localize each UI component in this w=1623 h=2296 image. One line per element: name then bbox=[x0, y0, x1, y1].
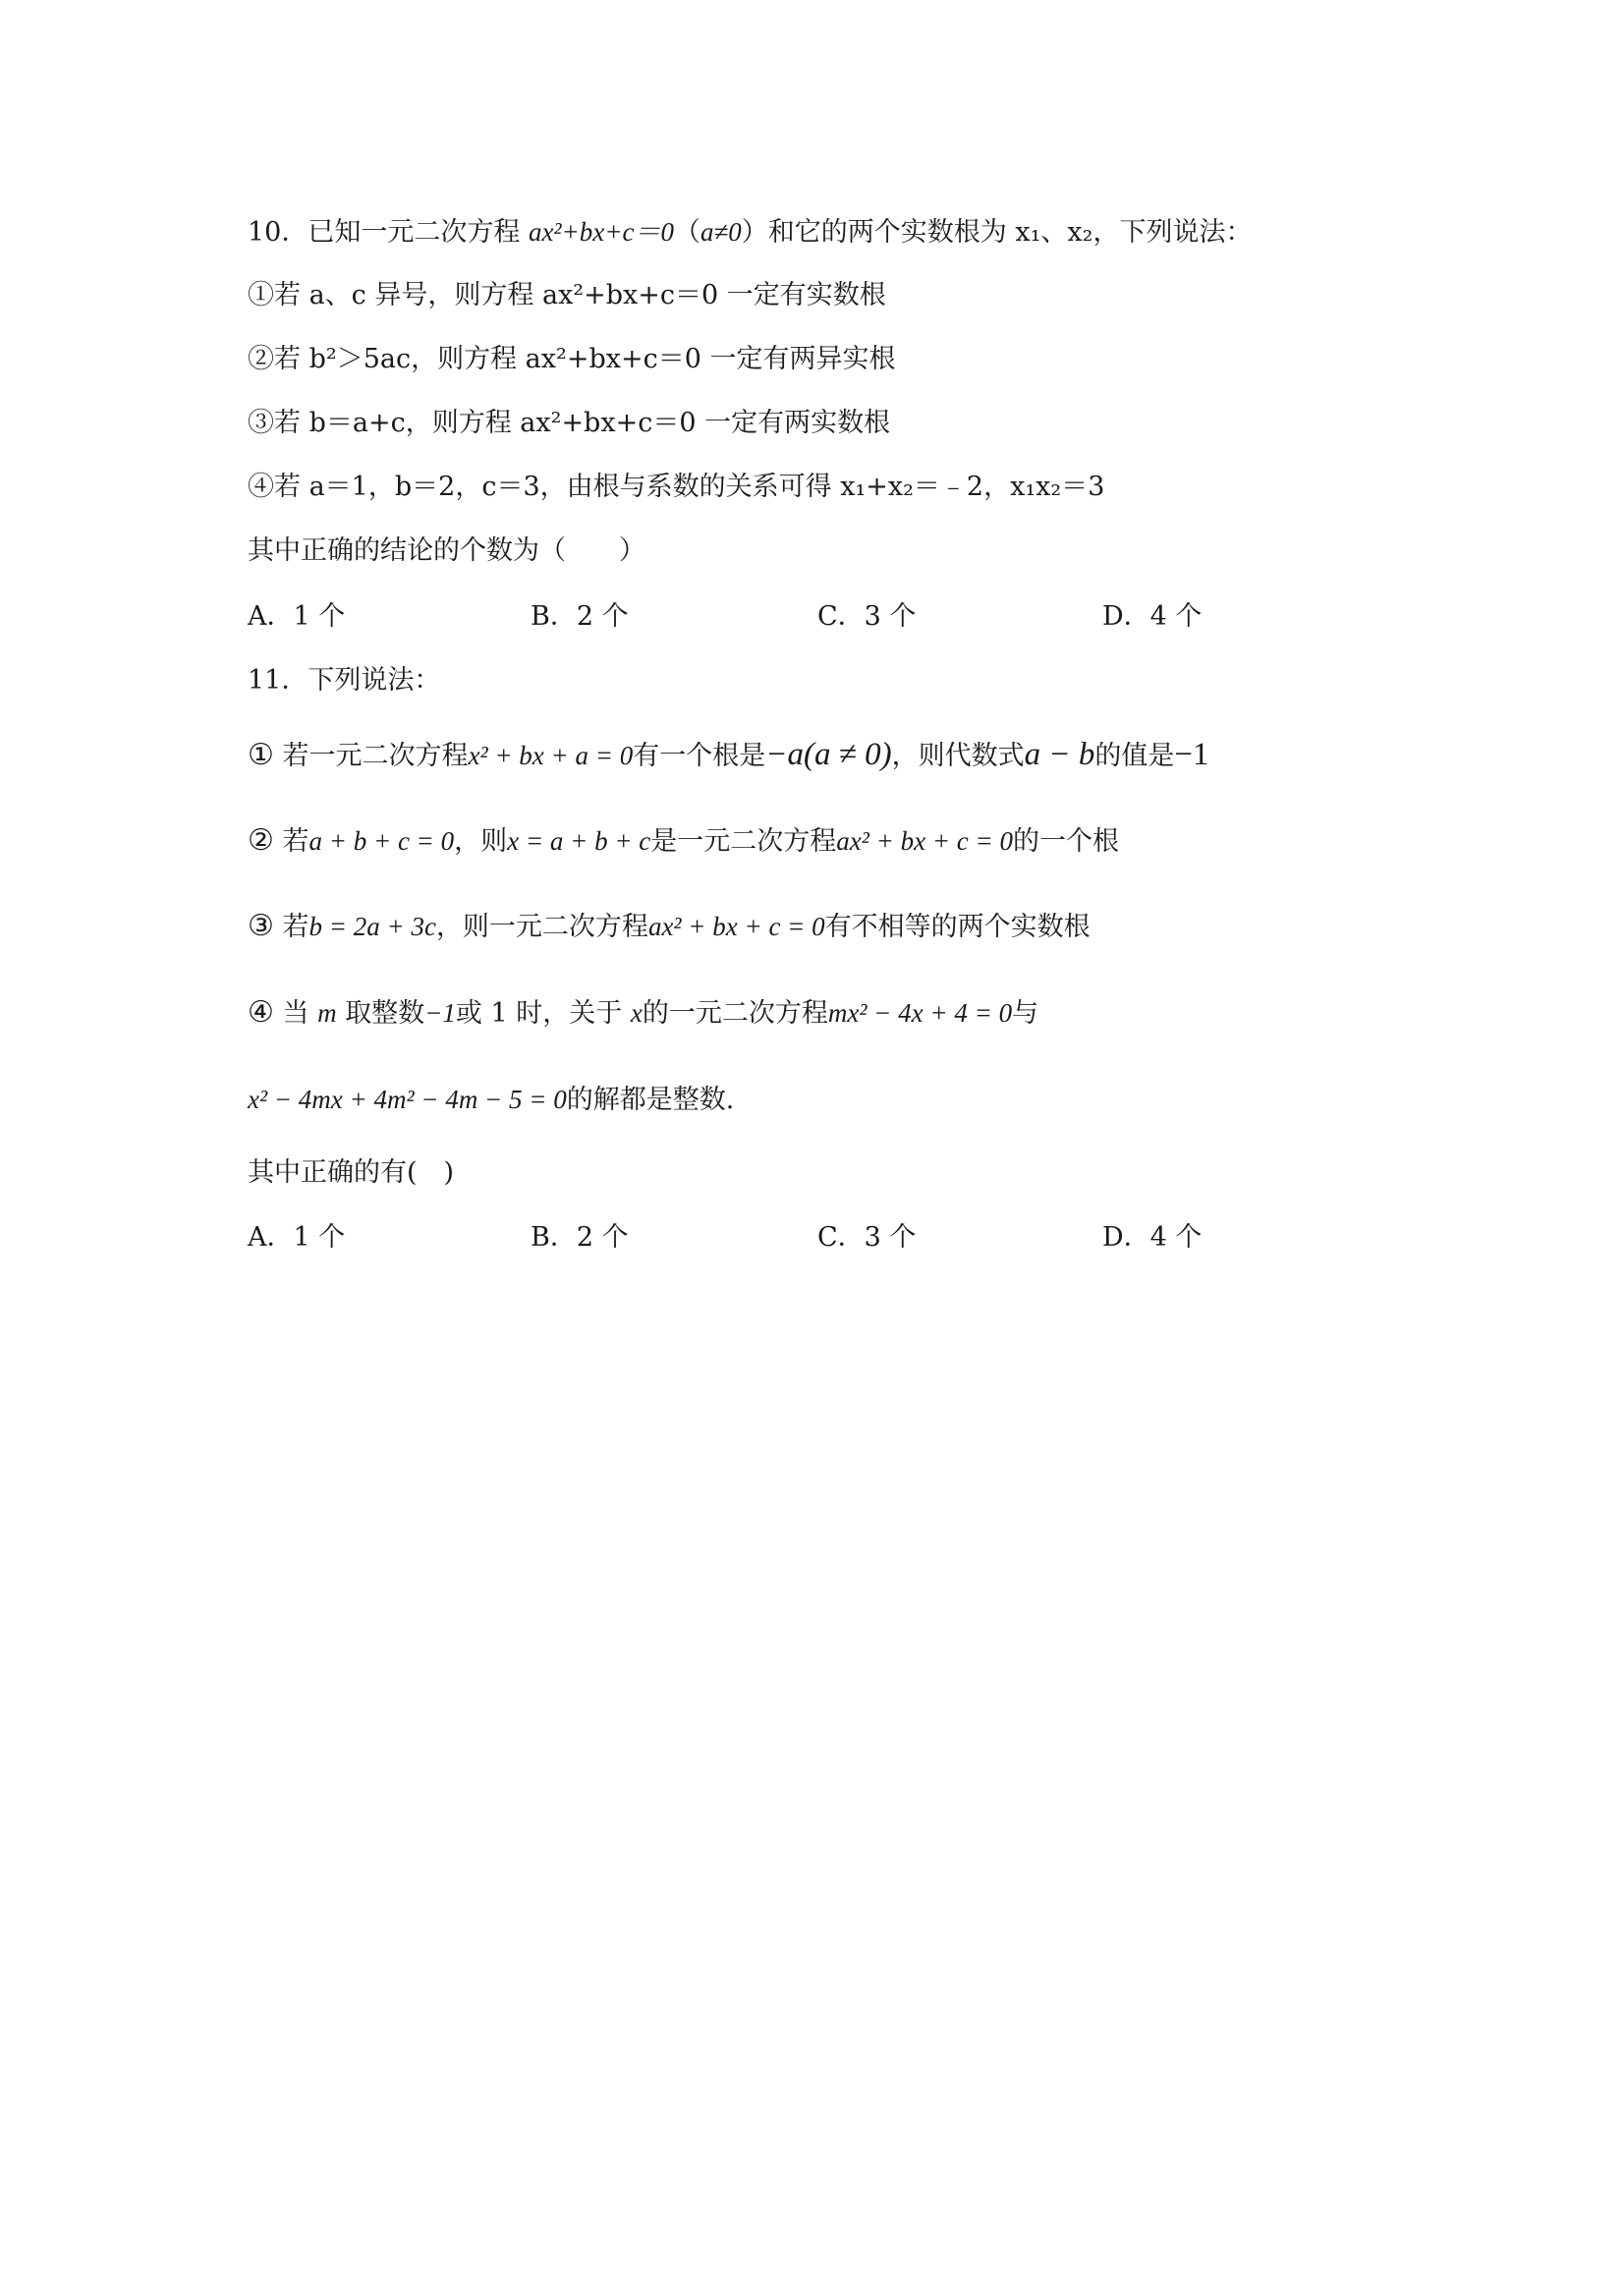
q11-s2-text-1: 若 bbox=[282, 826, 309, 857]
q11-s4-eq-1: m bbox=[317, 998, 337, 1028]
q11-s2-text-3: 是一元二次方程 bbox=[650, 826, 837, 857]
q11-statement-3-number: ③ bbox=[248, 909, 274, 943]
q10-statement-3-number: ③ bbox=[248, 408, 274, 438]
q11-s2-text-2: ，则 bbox=[454, 826, 508, 857]
q11-s4b-text-1: 的解都是整数. bbox=[566, 1085, 735, 1115]
q10-statement-2 bbox=[248, 342, 895, 377]
q11-s2-eq-3: ax² + bx + c = 0 bbox=[836, 826, 1014, 856]
q10-stem-equation: ax²+bx+c＝0 bbox=[528, 217, 674, 247]
q11-s3-eq-2: ax² + bx + c = 0 bbox=[647, 912, 825, 941]
q11-option-c: C．3 个 bbox=[817, 1222, 917, 1253]
q10-statement-2-number: ② bbox=[248, 344, 274, 374]
q11-s1-text-4: 的值是 bbox=[1094, 741, 1175, 771]
q10-statement-3-text: 若 b＝a+c，则方程 ax²+bx+c＝0 一定有两实数根 bbox=[274, 408, 891, 438]
q11-s4-text-4: 的一元二次方程 bbox=[642, 998, 828, 1029]
q10-statement-4-number: ④ bbox=[248, 472, 274, 502]
q10-prompt: 其中正确的结论的个数为（ ） bbox=[248, 535, 645, 566]
q11-s1-eq-4: −1 bbox=[1174, 737, 1209, 772]
q11-s4-text-3: 或 1 时，关于 bbox=[455, 998, 623, 1029]
q11-s3-text-2: ，则一元二次方程 bbox=[435, 912, 648, 942]
q10-stem bbox=[248, 214, 1252, 251]
q11-s4-eq-4: mx² − 4x + 4 = 0 bbox=[827, 998, 1013, 1028]
q11-s3-text-3: 有不相等的两个实数根 bbox=[824, 912, 1091, 942]
q10-stem-mid: （ bbox=[673, 217, 700, 248]
q10-statement-1-text: 若 a、c 异号，则方程 ax²+bx+c＝0 一定有实数根 bbox=[274, 280, 886, 310]
q11-s4-text-1: 当 bbox=[282, 998, 309, 1029]
q10-statement-3 bbox=[248, 406, 890, 441]
q10-option-b: B．2 个 bbox=[531, 601, 629, 632]
q10-option-d: D．4 个 bbox=[1102, 601, 1203, 632]
q11-statement-1-number: ① bbox=[248, 738, 274, 772]
q11-s1-text-1: 若一元二次方程 bbox=[282, 741, 469, 771]
q11-option-a: A．1 个 bbox=[248, 1222, 346, 1253]
q10-option-c: C．3 个 bbox=[817, 601, 917, 632]
q11-s1-text-3: ，则代数式 bbox=[891, 741, 1025, 771]
q11-statement-2-number: ② bbox=[248, 823, 274, 858]
q11-statement-4 bbox=[248, 995, 1038, 1032]
q11-s1-eq-3: a − b bbox=[1024, 737, 1095, 772]
q11-s1-text-2: 有一个根是 bbox=[633, 741, 766, 771]
q11-s3-eq-1: b = 2a + 3c bbox=[308, 912, 436, 941]
q11-statement-4-continued bbox=[248, 1082, 734, 1118]
q11-prompt: 其中正确的有( ) bbox=[248, 1157, 455, 1188]
q11-s4-text-2: 取整数 bbox=[345, 998, 425, 1029]
q10-statement-1-number: ① bbox=[248, 280, 274, 310]
q11-statement-1 bbox=[248, 737, 1209, 774]
q11-s1-eq-1: x² + bx + a = 0 bbox=[468, 741, 634, 770]
q10-stem-condition: a≠0 bbox=[700, 217, 742, 247]
q11-s3-text-1: 若 bbox=[282, 912, 309, 942]
q11-s2-text-4: 的一个根 bbox=[1013, 826, 1120, 857]
q11-s2-eq-1: a + b + c = 0 bbox=[308, 826, 455, 856]
q10-statement-1 bbox=[248, 278, 886, 313]
q10-statement-2-text: 若 b²＞5ac，则方程 ax²+bx+c＝0 一定有两异实根 bbox=[274, 344, 896, 374]
q10-statement-4-text: 若 a＝1，b＝2，c＝3，由根与系数的关系可得 x₁+x₂＝﹣2，x₁x₂＝3 bbox=[274, 472, 1105, 502]
q11-statement-2 bbox=[248, 823, 1119, 860]
q11-s4-eq-2: −1 bbox=[424, 998, 456, 1028]
q11-s4-text-5: 与 bbox=[1012, 998, 1039, 1029]
q11-s4-eq-3: x bbox=[630, 998, 643, 1028]
q11-option-b: B．2 个 bbox=[531, 1222, 629, 1253]
q11-option-d: D．4 个 bbox=[1102, 1222, 1203, 1253]
q10-stem-suffix: ）和它的两个实数根为 x₁、x₂，下列说法： bbox=[741, 217, 1253, 248]
q11-statement-4-number: ④ bbox=[248, 995, 274, 1030]
q10-option-a: A．1 个 bbox=[248, 601, 346, 632]
q10-stem-prefix: 10．已知一元二次方程 bbox=[248, 217, 529, 248]
q11-s4b-eq-1: x² − 4mx + 4m² − 4m − 5 = 0 bbox=[248, 1085, 567, 1114]
q10-statement-4 bbox=[248, 470, 1104, 505]
q11-statement-3 bbox=[248, 909, 1091, 945]
q11-s1-eq-2: −a(a ≠ 0) bbox=[765, 737, 892, 772]
q11-s2-eq-2: x = a + b + c bbox=[507, 826, 651, 856]
q11-stem: 11．下列说法： bbox=[248, 665, 441, 696]
